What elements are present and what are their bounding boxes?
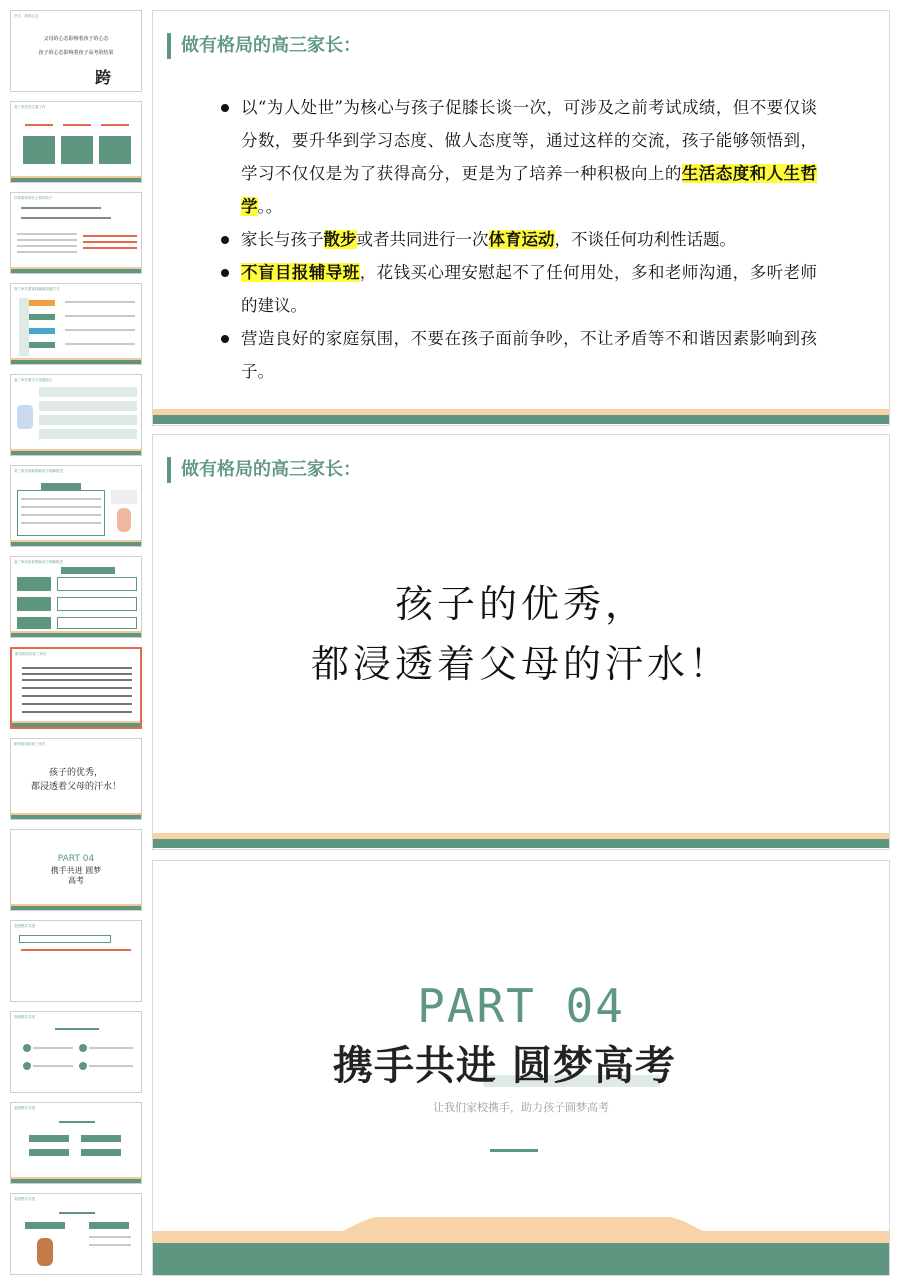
thumb-text: 孩子的心态影响着孩子高考的结果: [38, 50, 114, 56]
slide-thumb-8[interactable]: [10, 647, 142, 729]
bullet-text: 家长与孩子: [241, 230, 324, 249]
thumb-title: 序言，我的心态: [14, 14, 39, 18]
thumb-title: 高三家长如何帮助孩子缓解焦虑: [14, 469, 63, 473]
thumb-title: 高校携手共进: [14, 1106, 35, 1110]
thumb-title: 高校携手共进: [14, 1015, 35, 1019]
bullet-text: ，花钱买心理安慰起不了任何用处，多和老师沟通，多听老师的建议。: [241, 263, 818, 315]
thumb-title: 高三家长要选择最能沟通方式: [14, 287, 60, 291]
thumb-title: 高三家长要学习沟通技巧: [14, 378, 53, 382]
thumb-title: 高校携手共进: [14, 924, 35, 928]
quote-line-1: 孩子的优秀，: [394, 582, 647, 626]
slide-thumb-7[interactable]: [10, 556, 142, 638]
slide-thumb-2[interactable]: [10, 101, 142, 183]
footer-wave: [153, 1217, 890, 1276]
slide-thumb-3[interactable]: [10, 192, 142, 274]
slide-thumb-5[interactable]: [10, 374, 142, 456]
thumb-text: 父母的心态影响着孩子的心态: [43, 36, 109, 42]
thumb-title: 做有格局的高三家长: [14, 742, 46, 746]
section-title: 携手共进 圆梦高考: [333, 1043, 676, 1089]
slide-thumb-10[interactable]: [10, 829, 142, 911]
slide-thumb-6[interactable]: [10, 465, 142, 547]
slide-title: 做有格局的高三家长：: [167, 457, 361, 483]
quote-line-2: 都浸透着父母的汗水！: [310, 642, 731, 686]
slide-thumb-1[interactable]: [10, 10, 142, 92]
thumb-title: 做有格局的高三家长: [15, 652, 47, 656]
thumb-title: 你希望培养什么样的孩子: [14, 196, 53, 200]
slide-thumb-13[interactable]: [10, 1102, 142, 1184]
slide-thumb-11[interactable]: [10, 920, 142, 1002]
slide-quote[interactable]: [152, 434, 890, 850]
bullet-text: 或者共同进行一次: [356, 230, 489, 249]
thumb-part: PART 04: [57, 854, 95, 864]
title-underline: [490, 1149, 538, 1152]
bullet-text: 营造良好的家庭氛围，不要在孩子面前争吵，不让矛盾等不和谐因素影响到孩子。: [241, 329, 817, 381]
slide-thumb-14[interactable]: [10, 1193, 142, 1275]
slide-bullets[interactable]: [152, 10, 890, 426]
section-subtitle: 让我们家校携手，助力孩子圆梦高考: [433, 1101, 609, 1114]
slide-thumb-9[interactable]: [10, 738, 142, 820]
highlight-text: 不盲目报辅导班: [241, 263, 360, 282]
part-label: PART 04: [417, 979, 625, 1033]
thumb-title: 高三家长如何帮助孩子缓解焦虑: [14, 560, 63, 564]
slide-thumb-12[interactable]: [10, 1011, 142, 1093]
bullet-item: [221, 256, 817, 322]
bullet-text: 。。: [257, 197, 283, 216]
highlight-text: 散步: [323, 230, 357, 249]
thumb-text: 都浸透着父母的汗水！: [30, 782, 121, 792]
slide-title: 做有格局的高三家长：: [167, 33, 361, 59]
thumb-title: 高校携手共进: [14, 1197, 35, 1201]
highlight-text: 体育运动: [488, 230, 555, 249]
footer-bar-green: [153, 839, 889, 848]
slide-thumbnail-panel: [0, 0, 150, 1286]
bullet-item: [221, 91, 817, 223]
slide-section-part-04[interactable]: [152, 860, 890, 1276]
thumb-title: 高三家长的主要工作: [14, 105, 46, 109]
bullet-item: [221, 322, 817, 388]
bullet-text: ，不谈任何功利性话题。: [554, 230, 736, 249]
highlight-text: 生活态度和人生哲学: [241, 164, 818, 216]
footer-bar-green: [153, 415, 889, 424]
thumb-text: 携手共进 圆梦高考: [50, 866, 102, 885]
thumb-text: 孩子的优秀，: [48, 768, 103, 778]
bullet-item: [221, 223, 817, 256]
bullet-text: 以“为人处世”为核心与孩子促膝长谈一次，可涉及之前考试成绩，但不要仅谈分数，要升华到学习态度、做人态度等，通过这样的交流，孩子能够领悟到，学习不仅仅是为了获得高分，更是为了培养一种积极向上的: [241, 98, 817, 183]
thumb-logo: 跨: [95, 68, 112, 87]
bullet-list: [221, 91, 817, 388]
slide-thumb-4[interactable]: [10, 283, 142, 365]
